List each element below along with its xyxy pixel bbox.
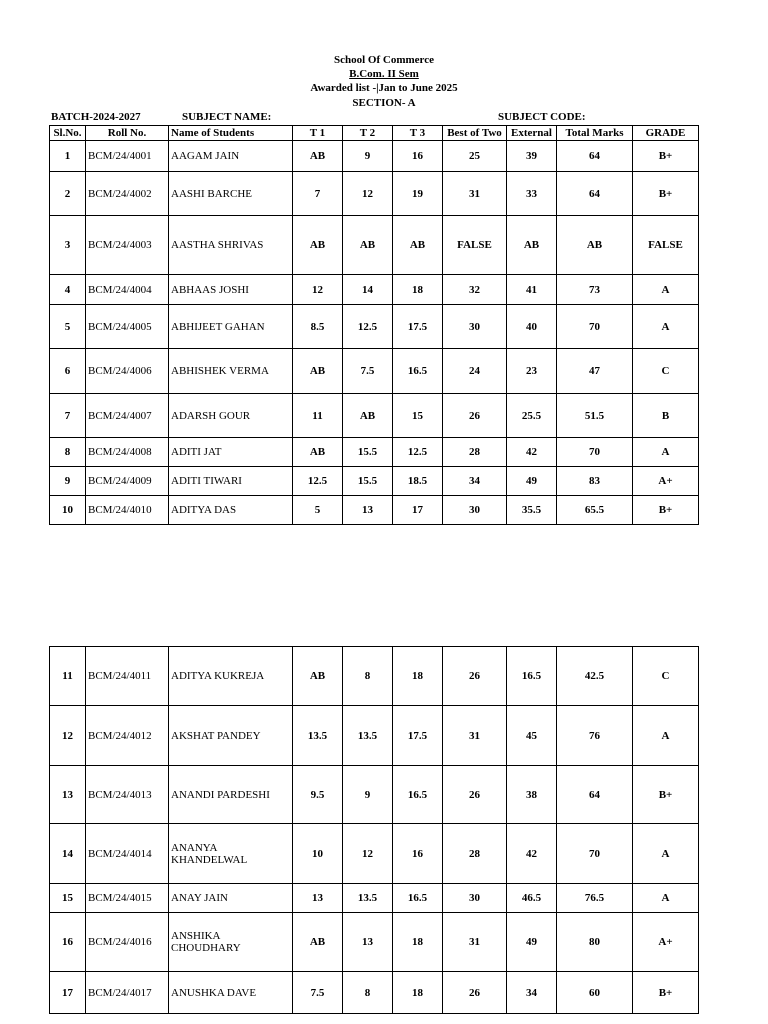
cell-t3: 12.5 xyxy=(393,438,443,467)
cell-total-marks: 51.5 xyxy=(557,394,633,438)
cell-t1: AB xyxy=(293,913,343,972)
cell-grade: B+ xyxy=(633,496,699,525)
batch-label: BATCH-2024-2027 xyxy=(51,111,141,123)
cell-roll-no: BCM/24/4006 xyxy=(86,349,169,394)
header-grade: GRADE xyxy=(633,126,699,141)
cell-t1: 12.5 xyxy=(293,467,343,496)
table-row xyxy=(50,394,699,438)
cell-external: 41 xyxy=(507,275,557,305)
marks-table-page-2 xyxy=(49,646,699,1014)
cell-external: 39 xyxy=(507,141,557,172)
awarded-list-title: Awarded list -|Jan to June 2025 xyxy=(310,82,458,94)
cell-t3: 17 xyxy=(393,496,443,525)
program-title: B.Com. II Sem xyxy=(349,68,419,80)
cell-best-of-two: 26 xyxy=(443,647,507,706)
cell-sl-no: 8 xyxy=(50,438,86,467)
cell-total-marks: 70 xyxy=(557,824,633,884)
cell-total-marks: 64 xyxy=(557,172,633,216)
cell-total-marks: 70 xyxy=(557,305,633,349)
cell-t3: 18 xyxy=(393,275,443,305)
cell-external: 46.5 xyxy=(507,884,557,913)
header-t2: T 2 xyxy=(343,126,393,141)
cell-t3: 18 xyxy=(393,647,443,706)
cell-best-of-two: 26 xyxy=(443,394,507,438)
cell-student-name: ADITYA KUKREJA xyxy=(169,647,293,706)
cell-t3: 18 xyxy=(393,913,443,972)
cell-t1: AB xyxy=(293,647,343,706)
cell-t3: 17.5 xyxy=(393,305,443,349)
cell-roll-no: BCM/24/4001 xyxy=(86,141,169,172)
cell-student-name: ABHAAS JOSHI xyxy=(169,275,293,305)
cell-best-of-two: 26 xyxy=(443,972,507,1014)
table-row xyxy=(50,706,699,766)
table-row xyxy=(50,766,699,824)
cell-student-name: ANSHIKA CHOUDHARY xyxy=(169,913,293,972)
cell-student-name: ANANYA KHANDELWAL xyxy=(169,824,293,884)
cell-t2: AB xyxy=(343,394,393,438)
cell-roll-no: BCM/24/4005 xyxy=(86,305,169,349)
cell-best-of-two: 30 xyxy=(443,305,507,349)
cell-best-of-two: 32 xyxy=(443,275,507,305)
cell-sl-no: 6 xyxy=(50,349,86,394)
cell-total-marks: 80 xyxy=(557,913,633,972)
cell-grade: A+ xyxy=(633,913,699,972)
header-external: External xyxy=(507,126,557,141)
cell-sl-no: 2 xyxy=(50,172,86,216)
cell-grade: A xyxy=(633,275,699,305)
cell-student-name: ADITI JAT xyxy=(169,438,293,467)
cell-t2: 13.5 xyxy=(343,884,393,913)
cell-roll-no: BCM/24/4003 xyxy=(86,216,169,275)
cell-student-name: ANAY JAIN xyxy=(169,884,293,913)
cell-sl-no: 12 xyxy=(50,706,86,766)
cell-external: 49 xyxy=(507,913,557,972)
cell-roll-no: BCM/24/4016 xyxy=(86,913,169,972)
cell-total-marks: AB xyxy=(557,216,633,275)
cell-external: 25.5 xyxy=(507,394,557,438)
cell-total-marks: 65.5 xyxy=(557,496,633,525)
cell-t1: 9.5 xyxy=(293,766,343,824)
cell-sl-no: 1 xyxy=(50,141,86,172)
table-row xyxy=(50,216,699,275)
cell-student-name: ABHIJEET GAHAN xyxy=(169,305,293,349)
cell-t2: 7.5 xyxy=(343,349,393,394)
cell-grade: B+ xyxy=(633,972,699,1014)
marks-table-page-1 xyxy=(49,125,699,525)
cell-external: 42 xyxy=(507,824,557,884)
cell-roll-no: BCM/24/4010 xyxy=(86,496,169,525)
cell-t2: AB xyxy=(343,216,393,275)
cell-t2: 13 xyxy=(343,496,393,525)
cell-grade: A xyxy=(633,438,699,467)
cell-best-of-two: 30 xyxy=(443,496,507,525)
cell-student-name: ADARSH GOUR xyxy=(169,394,293,438)
cell-t3: 19 xyxy=(393,172,443,216)
cell-sl-no: 14 xyxy=(50,824,86,884)
cell-best-of-two: 31 xyxy=(443,172,507,216)
cell-total-marks: 60 xyxy=(557,972,633,1014)
cell-t2: 8 xyxy=(343,972,393,1014)
cell-student-name: ABHISHEK VERMA xyxy=(169,349,293,394)
subject-name-label: SUBJECT NAME: xyxy=(182,111,272,123)
cell-t2: 8 xyxy=(343,647,393,706)
cell-external: 49 xyxy=(507,467,557,496)
cell-roll-no: BCM/24/4008 xyxy=(86,438,169,467)
cell-external: AB xyxy=(507,216,557,275)
cell-total-marks: 73 xyxy=(557,275,633,305)
cell-grade: A xyxy=(633,884,699,913)
cell-roll-no: BCM/24/4011 xyxy=(86,647,169,706)
cell-external: 45 xyxy=(507,706,557,766)
cell-t1: AB xyxy=(293,141,343,172)
cell-grade: A xyxy=(633,706,699,766)
table-header-row xyxy=(50,126,699,141)
cell-sl-no: 15 xyxy=(50,884,86,913)
cell-student-name: AKSHAT PANDEY xyxy=(169,706,293,766)
cell-t3: AB xyxy=(393,216,443,275)
table-row xyxy=(50,884,699,913)
table-row xyxy=(50,647,699,706)
table-row xyxy=(50,172,699,216)
cell-student-name: AASHI BARCHE xyxy=(169,172,293,216)
cell-grade: B+ xyxy=(633,141,699,172)
cell-total-marks: 76.5 xyxy=(557,884,633,913)
cell-grade: B xyxy=(633,394,699,438)
cell-roll-no: BCM/24/4002 xyxy=(86,172,169,216)
cell-sl-no: 10 xyxy=(50,496,86,525)
cell-grade: A xyxy=(633,824,699,884)
cell-external: 42 xyxy=(507,438,557,467)
cell-t3: 16.5 xyxy=(393,766,443,824)
cell-sl-no: 5 xyxy=(50,305,86,349)
cell-sl-no: 7 xyxy=(50,394,86,438)
cell-t3: 16 xyxy=(393,824,443,884)
cell-t3: 18.5 xyxy=(393,467,443,496)
table-row xyxy=(50,275,699,305)
table-row xyxy=(50,824,699,884)
table-row xyxy=(50,972,699,1014)
cell-external: 23 xyxy=(507,349,557,394)
cell-t3: 17.5 xyxy=(393,706,443,766)
cell-sl-no: 9 xyxy=(50,467,86,496)
cell-t2: 12.5 xyxy=(343,305,393,349)
cell-external: 35.5 xyxy=(507,496,557,525)
table-row xyxy=(50,349,699,394)
cell-external: 34 xyxy=(507,972,557,1014)
cell-best-of-two: 34 xyxy=(443,467,507,496)
cell-total-marks: 64 xyxy=(557,766,633,824)
cell-t3: 18 xyxy=(393,972,443,1014)
cell-t1: 13.5 xyxy=(293,706,343,766)
cell-t2: 9 xyxy=(343,141,393,172)
cell-t1: AB xyxy=(293,438,343,467)
cell-grade: C xyxy=(633,349,699,394)
cell-roll-no: BCM/24/4014 xyxy=(86,824,169,884)
cell-best-of-two: 26 xyxy=(443,766,507,824)
cell-t2: 14 xyxy=(343,275,393,305)
cell-best-of-two: 25 xyxy=(443,141,507,172)
cell-total-marks: 76 xyxy=(557,706,633,766)
cell-best-of-two: 30 xyxy=(443,884,507,913)
cell-best-of-two: 28 xyxy=(443,438,507,467)
cell-t2: 13 xyxy=(343,913,393,972)
cell-sl-no: 11 xyxy=(50,647,86,706)
cell-sl-no: 3 xyxy=(50,216,86,275)
cell-grade: B+ xyxy=(633,766,699,824)
cell-grade: FALSE xyxy=(633,216,699,275)
header-t1: T 1 xyxy=(293,126,343,141)
school-title: School Of Commerce xyxy=(334,54,434,66)
cell-best-of-two: 28 xyxy=(443,824,507,884)
header-best-of-two: Best of Two xyxy=(443,126,507,141)
header-sl-no: Sl.No. xyxy=(50,126,86,141)
cell-t3: 16.5 xyxy=(393,349,443,394)
table-row xyxy=(50,438,699,467)
cell-roll-no: BCM/24/4013 xyxy=(86,766,169,824)
header-roll-no: Roll No. xyxy=(86,126,169,141)
cell-t2: 9 xyxy=(343,766,393,824)
cell-student-name: AASTHA SHRIVAS xyxy=(169,216,293,275)
cell-sl-no: 4 xyxy=(50,275,86,305)
cell-best-of-two: 31 xyxy=(443,913,507,972)
cell-total-marks: 64 xyxy=(557,141,633,172)
cell-t1: AB xyxy=(293,349,343,394)
cell-student-name: ANUSHKA DAVE xyxy=(169,972,293,1014)
cell-student-name: AAGAM JAIN xyxy=(169,141,293,172)
cell-grade: C xyxy=(633,647,699,706)
cell-total-marks: 70 xyxy=(557,438,633,467)
cell-t1: 11 xyxy=(293,394,343,438)
cell-total-marks: 47 xyxy=(557,349,633,394)
subject-code-label: SUBJECT CODE: xyxy=(498,111,586,123)
cell-t3: 16.5 xyxy=(393,884,443,913)
cell-sl-no: 16 xyxy=(50,913,86,972)
cell-best-of-two: 31 xyxy=(443,706,507,766)
table-row xyxy=(50,467,699,496)
cell-t2: 12 xyxy=(343,824,393,884)
cell-total-marks: 83 xyxy=(557,467,633,496)
header-t3: T 3 xyxy=(393,126,443,141)
cell-student-name: ANANDI PARDESHI xyxy=(169,766,293,824)
cell-t1: 8.5 xyxy=(293,305,343,349)
section-title: SECTION- A xyxy=(352,97,416,109)
header-student-name: Name of Students xyxy=(169,126,293,141)
cell-external: 40 xyxy=(507,305,557,349)
cell-total-marks: 42.5 xyxy=(557,647,633,706)
cell-best-of-two: FALSE xyxy=(443,216,507,275)
cell-t1: 7 xyxy=(293,172,343,216)
cell-grade: A+ xyxy=(633,467,699,496)
cell-t2: 15.5 xyxy=(343,467,393,496)
table-row xyxy=(50,496,699,525)
cell-external: 38 xyxy=(507,766,557,824)
cell-roll-no: BCM/24/4009 xyxy=(86,467,169,496)
table-row xyxy=(50,141,699,172)
header-total-marks: Total Marks xyxy=(557,126,633,141)
table-row xyxy=(50,305,699,349)
cell-roll-no: BCM/24/4004 xyxy=(86,275,169,305)
cell-roll-no: BCM/24/4007 xyxy=(86,394,169,438)
cell-roll-no: BCM/24/4015 xyxy=(86,884,169,913)
cell-t2: 15.5 xyxy=(343,438,393,467)
cell-grade: B+ xyxy=(633,172,699,216)
cell-t3: 15 xyxy=(393,394,443,438)
cell-t1: 13 xyxy=(293,884,343,913)
cell-t2: 12 xyxy=(343,172,393,216)
cell-best-of-two: 24 xyxy=(443,349,507,394)
cell-student-name: ADITI TIWARI xyxy=(169,467,293,496)
cell-roll-no: BCM/24/4017 xyxy=(86,972,169,1014)
cell-t1: 10 xyxy=(293,824,343,884)
cell-t1: 5 xyxy=(293,496,343,525)
cell-external: 16.5 xyxy=(507,647,557,706)
cell-sl-no: 17 xyxy=(50,972,86,1014)
cell-t1: 12 xyxy=(293,275,343,305)
cell-grade: A xyxy=(633,305,699,349)
cell-roll-no: BCM/24/4012 xyxy=(86,706,169,766)
cell-t1: AB xyxy=(293,216,343,275)
table-row xyxy=(50,913,699,972)
cell-student-name: ADITYA DAS xyxy=(169,496,293,525)
cell-t1: 7.5 xyxy=(293,972,343,1014)
cell-sl-no: 13 xyxy=(50,766,86,824)
cell-external: 33 xyxy=(507,172,557,216)
cell-t2: 13.5 xyxy=(343,706,393,766)
cell-t3: 16 xyxy=(393,141,443,172)
